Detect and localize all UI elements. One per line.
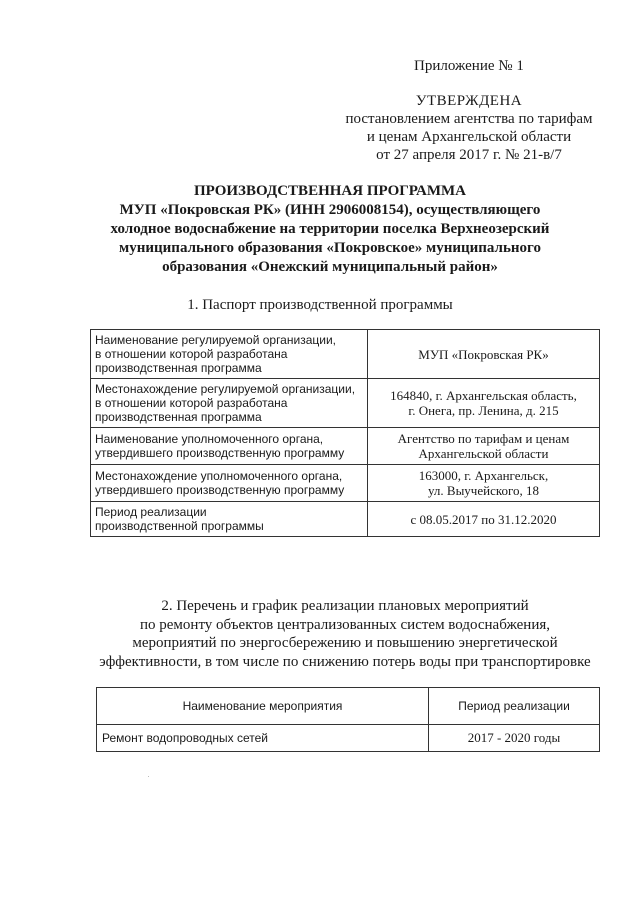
passport-value — [368, 330, 600, 379]
title-line: холодное водоснабжение на территории поселка Верхнеозерский — [110, 221, 550, 237]
events-table — [96, 687, 600, 752]
table-header-row — [97, 688, 600, 725]
cell-text: ул. Выучейского, 18 — [427, 483, 540, 498]
cell-text: Агентство по тарифам и ценам — [397, 431, 570, 446]
cell-text: г. Онега, пр. Ленина, д. 215 — [408, 403, 559, 418]
heading-line: эффективности, в том числе по снижению потерь воды при транспортировке — [99, 653, 591, 670]
title-line: МУП «Покровская РК» (ИНН 2906008154), осуществляющего — [119, 202, 541, 218]
passport-label — [91, 428, 368, 465]
title-line: ПРОИЗВОДСТВЕННАЯ ПРОГРАММА — [193, 183, 466, 199]
approval-block — [338, 92, 600, 164]
scan-dot — [148, 776, 149, 777]
cell-text: в отношении которой разработана — [95, 396, 288, 410]
passport-table — [90, 329, 600, 537]
section1-heading: 1. Паспорт производственной программы — [187, 297, 453, 313]
cell-text: МУП «Покровская РК» — [418, 346, 549, 362]
passport-label — [91, 465, 368, 502]
passport-value — [368, 379, 600, 428]
cell-text: утвердившего производственную программу — [95, 483, 345, 497]
approval-heading: УТВЕРЖДЕНА — [415, 93, 523, 109]
passport-label — [91, 379, 368, 428]
section2-heading — [90, 597, 600, 671]
table-row — [91, 379, 600, 428]
passport-label — [91, 330, 368, 379]
heading-line: мероприятий по энергосбережению и повышению энергетической — [132, 635, 558, 651]
cell-text: Архангельской области — [418, 446, 549, 461]
approval-line: постановлением агентства по тарифам — [345, 111, 593, 127]
cell-text: утвердившего производственную программу — [95, 446, 345, 460]
heading-line: по ремонту объектов централизованных систем водоснабжения, — [139, 616, 550, 633]
cell-text: 163000, г. Архангельск, — [418, 468, 549, 483]
cell-text: Период реализации — [95, 505, 207, 519]
approval-line: и ценам Архангельской области — [366, 129, 572, 145]
column-header-event: Наименование мероприятия — [97, 688, 429, 725]
appendix-number: Приложение № 1 — [414, 58, 524, 74]
cell-text: Местонахождение уполномоченного органа, — [95, 469, 343, 483]
cell-text: с 08.05.2017 по 31.12.2020 — [410, 511, 557, 527]
cell-text: производственная программа — [95, 410, 262, 424]
cell-text: Наименование регулируемой организации, — [95, 333, 336, 347]
approval-line: от 27 апреля 2017 г. № 21-в/7 — [376, 147, 562, 163]
cell-text: в отношении которой разработана — [95, 347, 288, 361]
cell-text: 164840, г. Архангельская область, — [390, 388, 577, 403]
cell-text: Местонахождение регулируемой организации, — [95, 382, 356, 396]
title-line: образования «Онежский муниципальный район» — [162, 259, 498, 275]
table-row — [91, 428, 600, 465]
event-period-cell: 2017 - 2020 годы — [429, 725, 600, 752]
heading-line: 2. Перечень и график реализации плановых мероприятий — [161, 598, 529, 614]
document-title — [70, 182, 590, 277]
table-row — [91, 502, 600, 537]
table-row — [91, 465, 600, 502]
cell-text: производственная программа — [95, 361, 262, 375]
passport-label — [91, 502, 368, 537]
passport-value — [368, 465, 600, 502]
passport-value — [368, 428, 600, 465]
title-line: муниципального образования «Покровское» муниципального — [119, 240, 541, 256]
column-header-period: Период реализации — [429, 688, 600, 725]
cell-text: производственной программы — [95, 519, 264, 533]
event-name-cell: Ремонт водопроводных сетей — [97, 725, 429, 752]
table-row — [97, 725, 600, 752]
cell-text: Наименование уполномоченного органа, — [95, 432, 324, 446]
table-row — [91, 330, 600, 379]
passport-value — [368, 502, 600, 537]
